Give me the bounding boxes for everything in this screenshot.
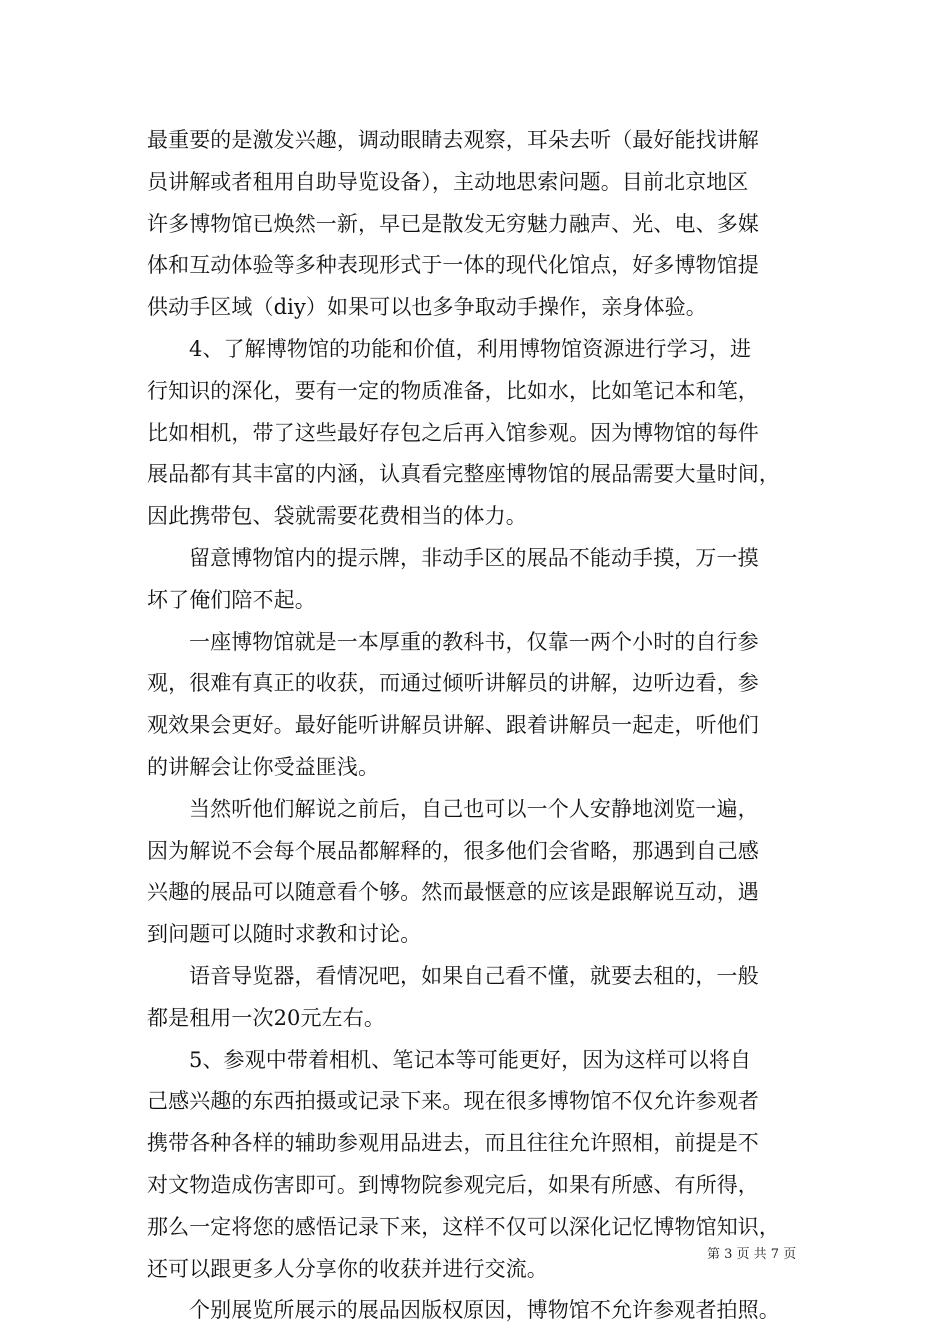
text-line: 兴趣的展品可以随意看个够。然而最惬意的应该是跟解说互动，遇 [147,880,759,905]
text-line: 最重要的是激发兴趣，调动眼睛去观察，耳朵去听（最好能找讲解 [147,128,759,152]
text-line: 员讲解或者租用自助导览设备），主动地思索问题。目前北京地区 [147,169,749,194]
page-number-footer: 第 3 页 共 7 页 [707,1247,797,1262]
text-line: 观，很难有真正的收获，而通过倾听讲解员的讲解，边听边看，参 [147,671,759,696]
text-line: 对文物造成伤害即可。到博物院参观完后，如果有所感、有所得， [147,1172,759,1197]
text-line: 因此携带包、袋就需要花费相当的体力。 [147,504,527,529]
paragraph-first-line: 个别展览所展示的展品因版权原因，博物馆不允许参观者拍照。 [189,1298,780,1323]
text-line: 比如相机，带了这些最好存包之后再入馆参观。因为博物馆的每件 [147,420,759,445]
text-line: 都是租用一次20元左右。 [147,1005,385,1030]
paragraph-first-line: 当然听他们解说之前后，自己也可以一个人安静地浏览一遍， [189,796,759,821]
text-line: 到问题可以随时求教和讨论。 [147,922,422,947]
text-line: 许多博物馆已焕然一新，早已是散发无穷魅力融声、光、电、多媒 [147,211,759,236]
text-line: 携带各种各样的辅助参观用品进去，而且往往允许照相，前提是不 [147,1131,759,1156]
text-line: 供动手区域（diy）如果可以也多争取动手操作，亲身体验。 [147,295,707,320]
body-text [147,120,827,1332]
text-line: 的讲解会让你受益匪浅。 [147,754,380,779]
text-line: 因为解说不会每个展品都解释的，很多他们会省略，那遇到自己感 [147,838,759,863]
paragraph-first-line: 留意博物馆内的提示牌，非动手区的展品不能动手摸，万一摸 [189,545,759,570]
text-line: 己感兴趣的东西拍摄或记录下来。现在很多博物馆不仅允许参观者 [147,1089,759,1114]
paragraph-first-line: 4、了解博物馆的功能和价值，利用博物馆资源进行学习，进 [189,336,752,361]
text-line: 还可以跟更多人分享你的收获并进行交流。 [147,1256,548,1281]
text-line: 坏了俺们陪不起。 [147,587,316,612]
paragraph-first-line: 语音导览器，看情况吧，如果自己看不懂，就要去租的，一般 [189,963,759,988]
text-line: 观效果会更好。最好能听讲解员讲解、跟着讲解员一起走，听他们 [147,713,759,738]
paragraph-first-line: 5、参观中带着相机、笔记本等可能更好，因为这样可以将自 [189,1047,752,1072]
paragraph-first-line: 一座博物馆就是一本厚重的教科书，仅靠一两个小时的自行参 [189,629,759,654]
text-line: 那么一定将您的感悟记录下来，这样不仅可以深化记忆博物馆知识， [147,1214,780,1239]
text-line: 展品都有其丰富的内涵，认真看完整座博物馆的展品需要大量时间， [147,462,780,487]
text-line: 体和互动体验等多种表现形式于一体的现代化馆点，好多博物馆提 [147,253,759,278]
text-line: 行知识的深化，要有一定的物质准备，比如水，比如笔记本和笔， [147,378,759,403]
